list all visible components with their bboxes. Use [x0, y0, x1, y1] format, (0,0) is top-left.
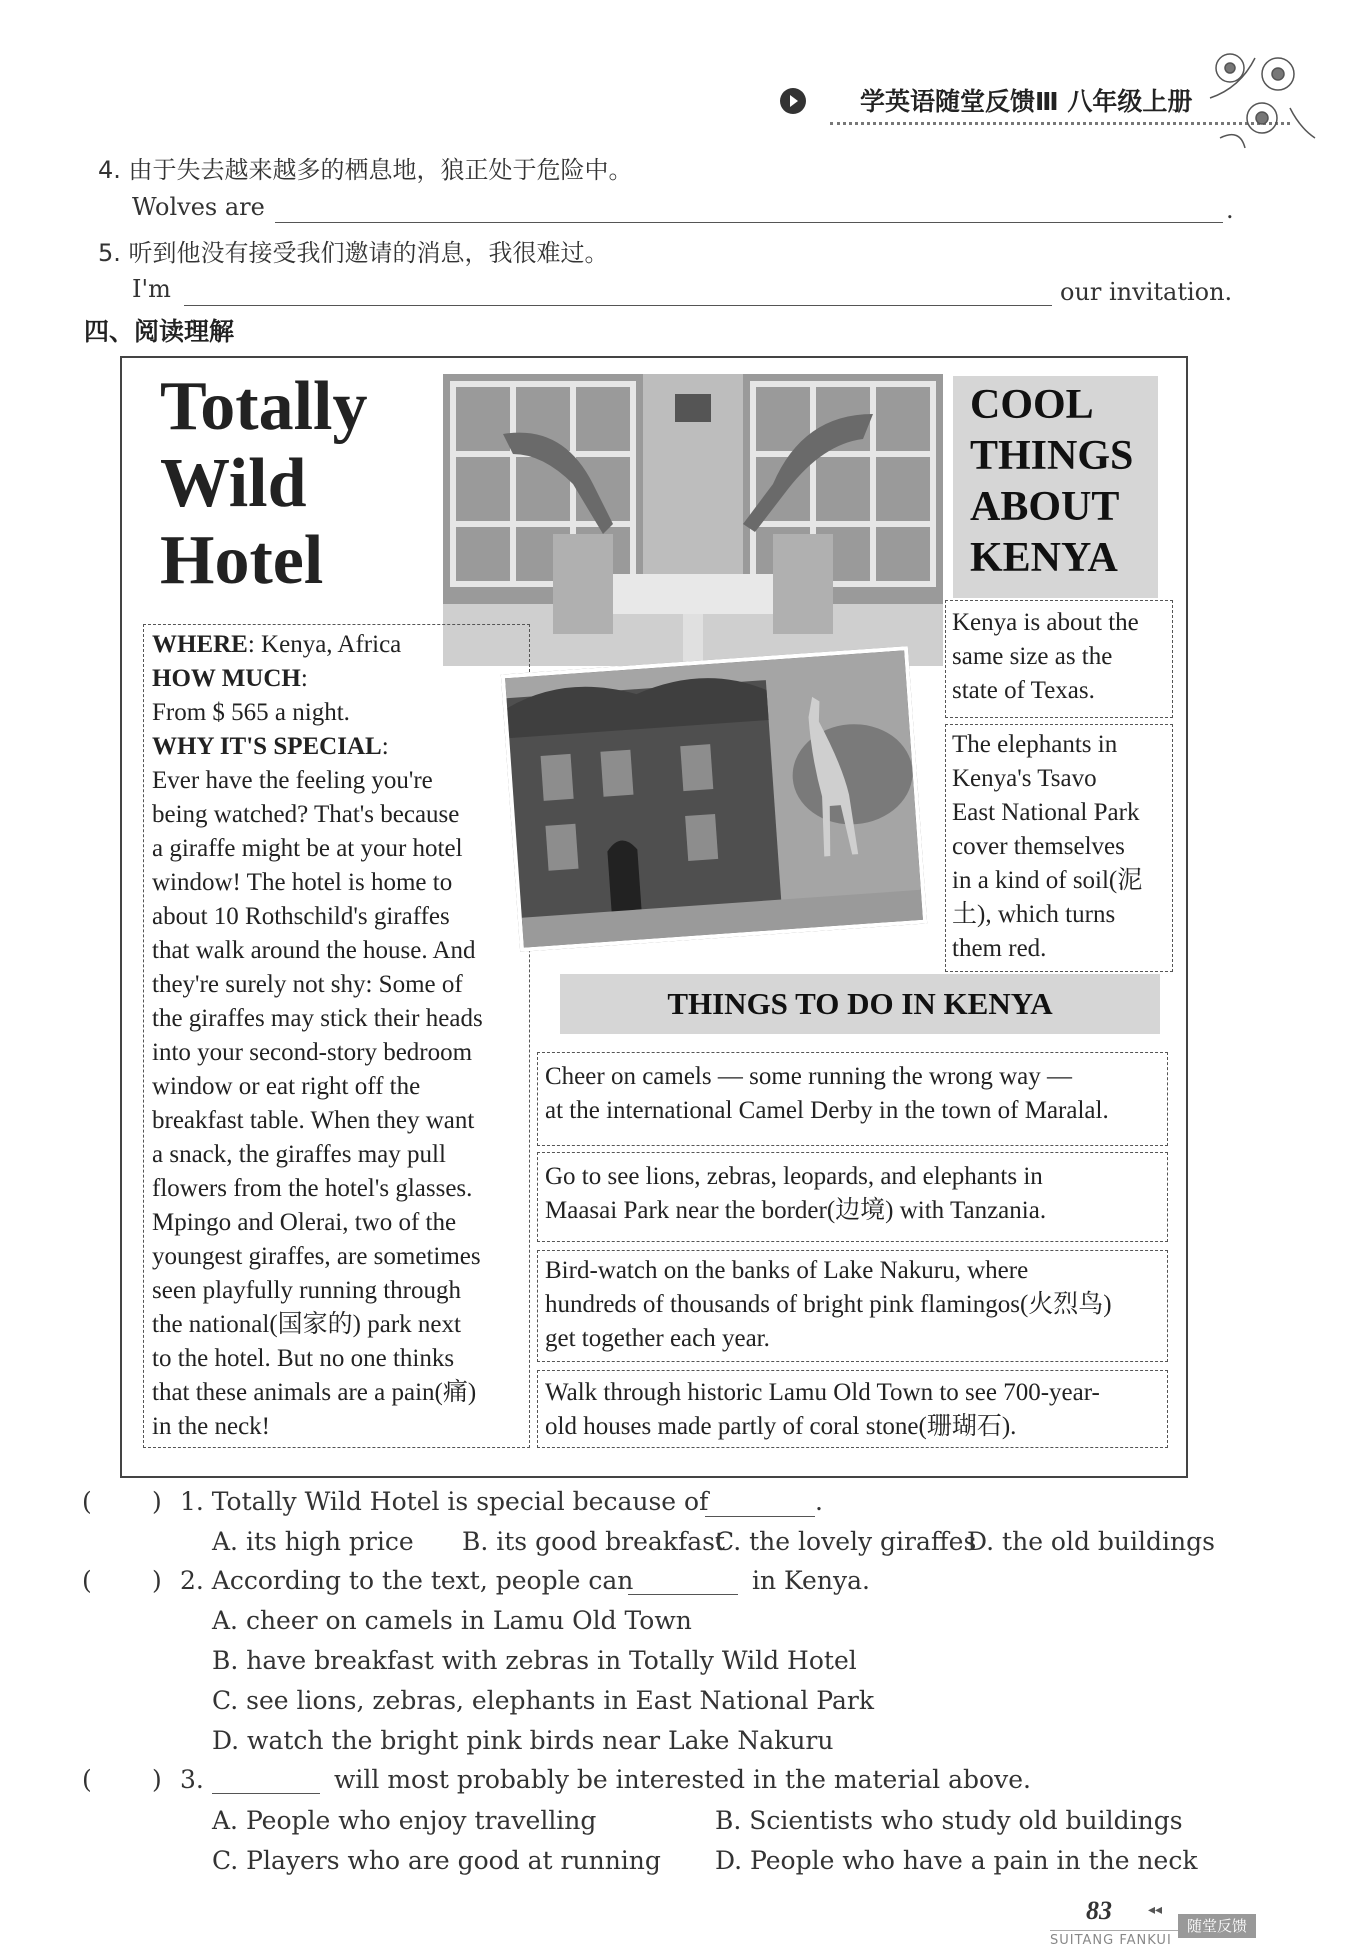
fact-elephants-text [952, 728, 1142, 966]
giraffe-breakfast-photo [443, 374, 943, 666]
section-title: 四、阅读理解 [84, 317, 235, 346]
q3-option-b[interactable]: B. Scientists who study old buildings [715, 1806, 1183, 1835]
body-line: window or eat right off the [152, 1073, 421, 1100]
body-line: that these animals are a pain(痛) [152, 1379, 477, 1406]
things-line: at the international Camel Derby in the town of Maralal. [545, 1097, 1109, 1124]
page-number: 83 [1086, 1896, 1112, 1925]
title-line: Totally [160, 368, 368, 445]
price: From $ 565 a night. [152, 699, 350, 726]
q2-stem: 2. According to the text, people can [180, 1566, 634, 1595]
q3-option-c[interactable]: C. Players who are good at running [212, 1846, 661, 1875]
title-line: Wild [160, 445, 307, 522]
q3-option-a[interactable]: A. People who enjoy travelling [212, 1806, 597, 1835]
q3-option-d[interactable]: D. People who have a pain in the neck [715, 1846, 1198, 1875]
footer-tag: 随堂反馈 [1178, 1914, 1256, 1938]
q5-chinese: 5. 听到他没有接受我们邀请的消息，我很难过。 [98, 239, 609, 267]
body-line: window! The hotel is home to [152, 869, 453, 896]
things-line: hundreds of thousands of bright pink flamingos(火烈鸟) [545, 1291, 1112, 1318]
fact-line: cover themselves [952, 833, 1125, 860]
q5-suffix: our invitation. [1060, 278, 1233, 306]
q1-paren-open: ( [82, 1487, 92, 1516]
q2-paren-close: ) [152, 1566, 162, 1595]
q2-blank [628, 1594, 738, 1595]
things-line: Cheer on camels — some running the wrong way — [545, 1063, 1072, 1090]
how-much-colon: : [300, 665, 308, 692]
body-line: they're surely not shy: Some of [152, 971, 463, 998]
things-maasai-text [545, 1160, 1046, 1228]
cool-title-line: ABOUT [970, 484, 1120, 530]
q2-stem-end: in Kenya. [752, 1566, 870, 1595]
cool-title-line: COOL [970, 382, 1094, 428]
header-play-icon [780, 88, 806, 114]
q4-answer-line[interactable] [275, 222, 1223, 223]
flower-decoration-icon [1200, 38, 1320, 158]
body-line: Ever have the feeling you're [152, 767, 433, 794]
cool-things-heading [970, 380, 1133, 584]
why-colon: : [381, 733, 389, 760]
body-line: about 10 Rothschild's giraffes [152, 903, 450, 930]
body-line: the giraffes may stick their heads [152, 1005, 483, 1032]
body-line: a giraffe might be at your hotel [152, 835, 463, 862]
body-line: breakfast table. When they want [152, 1107, 475, 1134]
q1-paren-close: ) [152, 1487, 162, 1516]
where-value: : Kenya, Africa [247, 631, 402, 658]
q5-answer-line[interactable] [184, 305, 1052, 306]
things-line: Walk through historic Lamu Old Town to see 700-year- [545, 1379, 1100, 1406]
q4-english-prefix: Wolves are [132, 193, 265, 221]
how-much-label: HOW MUCH [152, 665, 301, 692]
q1-blank [705, 1516, 815, 1517]
q2-option-a[interactable]: A. cheer on camels in Lamu Old Town [212, 1606, 692, 1635]
q3-stem-number: 3. [180, 1765, 204, 1794]
hotel-building-photo [501, 646, 927, 952]
where-label: WHERE [152, 631, 248, 658]
things-to-do-heading: THINGS TO DO IN KENYA [667, 986, 1053, 1021]
footer-pinyin: SUITANG FANKUI [1050, 1933, 1172, 1948]
things-line: Go to see lions, zebras, leopards, and elephants in [545, 1163, 1043, 1190]
q4-period: . [1226, 196, 1234, 224]
q1-stem-end: . [815, 1487, 823, 1516]
fact-line: same size as the [952, 643, 1113, 670]
fact-line: East National Park [952, 799, 1140, 826]
q2-paren-open: ( [82, 1566, 92, 1595]
q1-option-d[interactable]: D. the old buildings [967, 1527, 1215, 1556]
body-line: into your second-story bedroom [152, 1039, 473, 1066]
body-line: seen playfully running through [152, 1277, 461, 1304]
fact-line: in a kind of soil(泥 [952, 867, 1143, 894]
q2-option-b[interactable]: B. have breakfast with zebras in Totally Wild Hotel [212, 1646, 857, 1675]
cool-title-line: KENYA [970, 535, 1118, 581]
things-line: Bird-watch on the banks of Lake Nakuru, where [545, 1257, 1029, 1284]
things-line: old houses made partly of coral stone(珊瑚石). [545, 1413, 1017, 1440]
q1-option-c[interactable]: C. the lovely giraffes [715, 1527, 977, 1556]
body-line: that walk around the house. And [152, 937, 476, 964]
body-line: flowers from the hotel's glasses. [152, 1175, 473, 1202]
fact-line: them red. [952, 935, 1047, 962]
things-line: Maasai Park near the border(边境) with Tanzania. [545, 1197, 1047, 1224]
page-arrow-icon: ◂◂ [1148, 1902, 1163, 1918]
fact-line: Kenya is about the [952, 609, 1139, 636]
things-camels-text [545, 1060, 1109, 1128]
q3-blank [212, 1793, 320, 1794]
q3-stem: will most probably be interested in the material above. [334, 1765, 1031, 1794]
q2-option-d[interactable]: D. watch the bright pink birds near Lake Nakuru [212, 1726, 834, 1755]
q1-option-b[interactable]: B. its good breakfast [462, 1527, 725, 1556]
article-title [160, 368, 367, 599]
body-line: the national(国家的) park next [152, 1311, 461, 1338]
q3-paren-close: ) [152, 1765, 162, 1794]
fact-line: Kenya's Tsavo [952, 765, 1097, 792]
hotel-info-text [152, 628, 532, 1444]
footer-divider [1050, 1930, 1178, 1931]
body-line: youngest giraffes, are sometimes [152, 1243, 481, 1270]
header-title: 学英语随堂反馈Ⅲ 八年级上册 [860, 87, 1193, 116]
body-line: in the neck! [152, 1413, 271, 1440]
q2-option-c[interactable]: C. see lions, zebras, elephants in East National Park [212, 1686, 874, 1715]
fact-line: The elephants in [952, 731, 1118, 758]
q1-stem: 1. Totally Wild Hotel is special because of [180, 1487, 709, 1516]
fact-size-text [952, 606, 1139, 708]
q4-chinese: 4. 由于失去越来越多的栖息地，狼正处于危险中。 [98, 156, 633, 184]
fact-line: state of Texas. [952, 677, 1095, 704]
why-special-label: WHY IT'S SPECIAL [152, 733, 382, 760]
title-line: Hotel [160, 522, 324, 599]
body-line: being watched? That's because [152, 801, 460, 828]
things-lamu-text [545, 1376, 1100, 1444]
things-nakuru-text [545, 1254, 1112, 1356]
q1-option-a[interactable]: A. its high price [212, 1527, 414, 1556]
things-line: get together each year. [545, 1325, 770, 1352]
fact-line: 土), which turns [952, 901, 1116, 928]
q3-paren-open: ( [82, 1765, 92, 1794]
cool-title-line: THINGS [970, 433, 1134, 479]
q5-english-prefix: I'm [132, 275, 171, 303]
body-line: to the hotel. But no one thinks [152, 1345, 455, 1372]
body-line: a snack, the giraffes may pull [152, 1141, 446, 1168]
body-line: Mpingo and Olerai, two of the [152, 1209, 457, 1236]
